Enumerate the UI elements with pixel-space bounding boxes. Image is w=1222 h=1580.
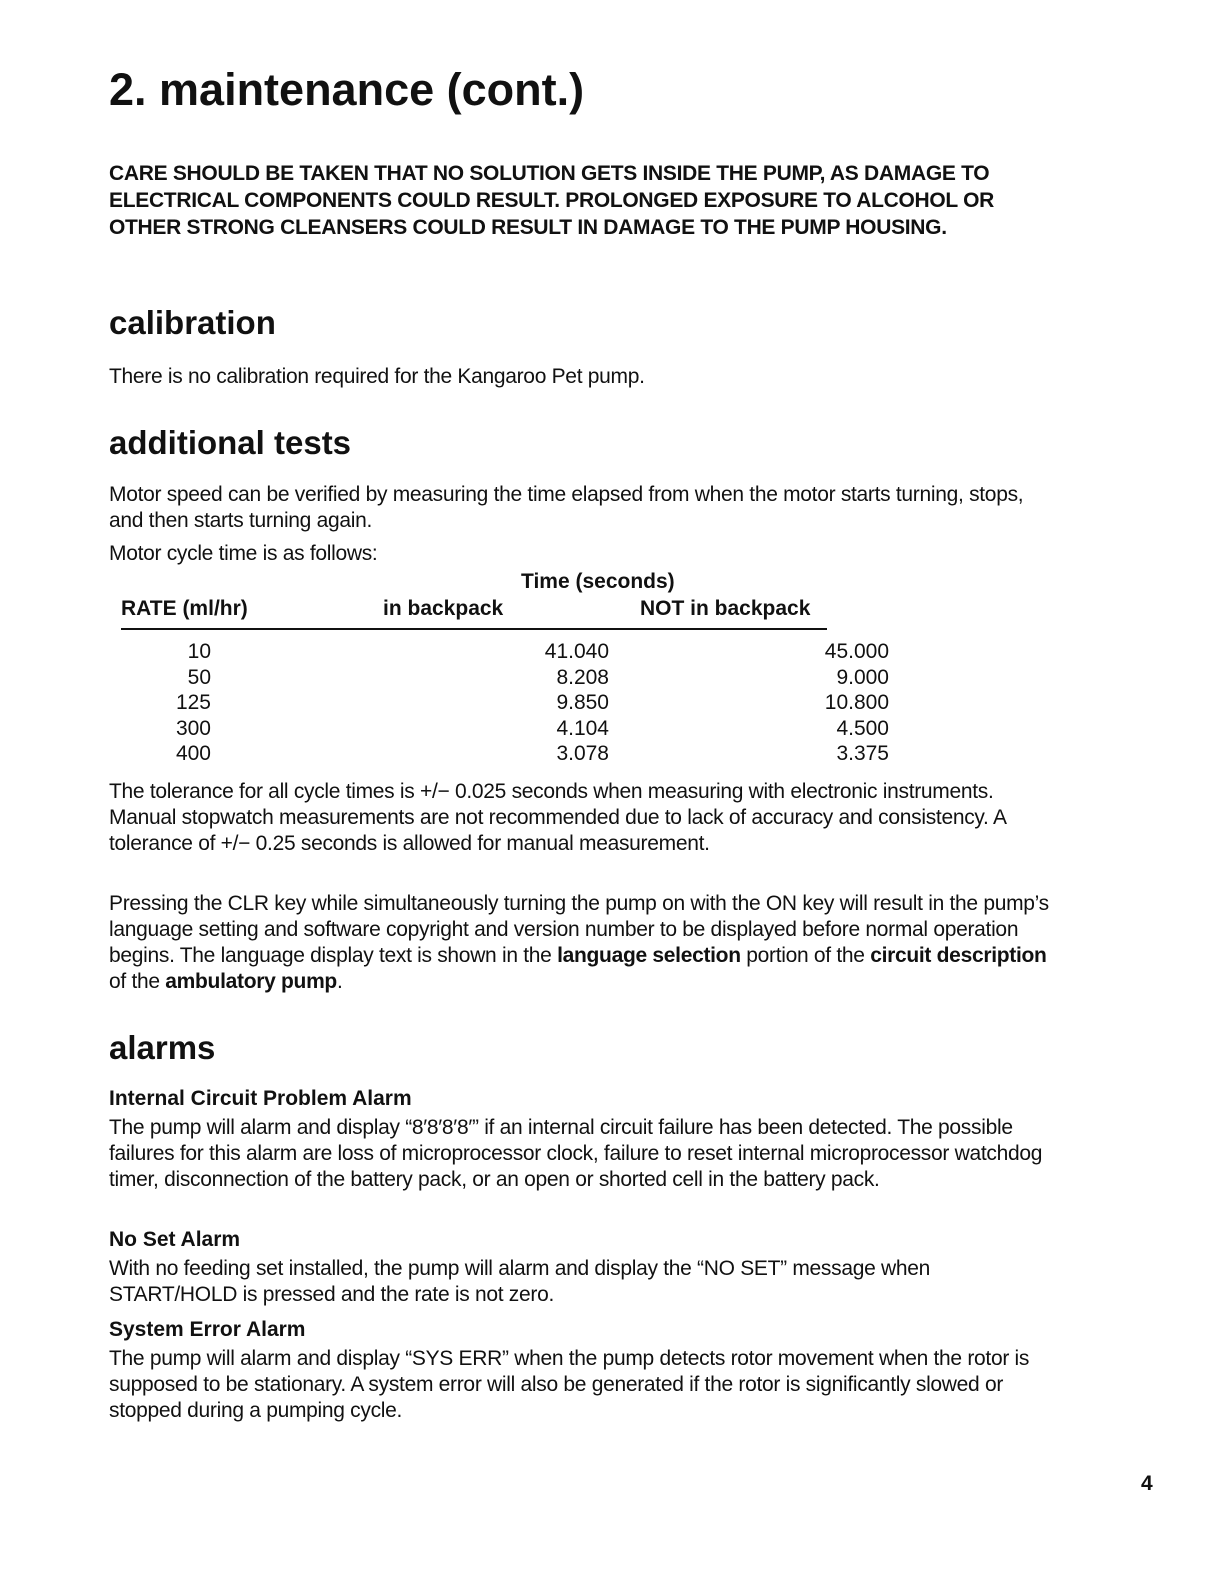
table-body (121, 640, 889, 768)
alarms-heading: alarms (109, 1029, 216, 1066)
column-header-rate: RATE (ml/hr) (121, 597, 248, 620)
page-number: 4 (1141, 1472, 1153, 1495)
table-rule (121, 628, 827, 630)
additional-tests-intro: Motor speed can be verified by measuring the time elapsed from when the motor starts turning, stops, and then starts turning again. (109, 483, 1024, 532)
table-cell: 9.850 (556, 691, 609, 714)
table-cell: 3.375 (836, 742, 889, 765)
table-cell: 8.208 (556, 665, 609, 689)
page-heading: 2. maintenance (cont.) (109, 64, 585, 115)
clr-bold-part: language selection (557, 944, 741, 967)
alarm-title: No Set Alarm (109, 1228, 241, 1251)
table-row (121, 640, 889, 666)
table-cell: 45.000 (824, 640, 889, 663)
column-header-in-backpack: in backpack (383, 597, 504, 620)
table-cell: 3.078 (556, 742, 609, 765)
additional-tests-heading: additional tests (109, 424, 352, 461)
alarm-text: With no feeding set installed, the pump will alarm and display the “NO SET” message when START/HOLD is pressed and the rate is not zero. (109, 1257, 931, 1306)
clr-text-part: . (336, 970, 343, 993)
table-cell: 41.040 (544, 640, 609, 663)
table-cell: 4.104 (556, 716, 609, 740)
tolerance-text: The tolerance for all cycle times is +/− 0.025 seconds when measuring with electronic instruments. Manual stopwatch measurements are not recommended due to lack of accuracy and consistency. A tolerance of +/− 0.25 seconds is allowed for manual measurement. (109, 780, 1006, 855)
alarm-title: System Error Alarm (109, 1318, 306, 1341)
table-row (121, 665, 889, 692)
calibration-text: There is no calibration required for the Kangaroo Pet pump. (109, 365, 645, 388)
table-row (121, 742, 889, 768)
table-cell: 400 (175, 742, 211, 765)
table-cell: 10.800 (824, 691, 889, 714)
alarm-text: The pump will alarm and display “8′8′8′8′” if an internal circuit failure has been detected. The possible failures for this alarm are loss of microprocessor clock, failure to reset internal microprocessor watchdog timer, disconnection of the battery pack, or an open or shorted cell in the battery pack. (109, 1116, 1043, 1191)
table-row (121, 691, 889, 717)
table-cell: 300 (175, 716, 211, 740)
clr-key-text (109, 891, 1059, 995)
table-cell: 125 (175, 691, 211, 714)
clr-bold-part: ambulatory pump (165, 970, 337, 993)
clr-text-part: of the (109, 970, 166, 993)
table-group-header: Time (seconds) (521, 570, 675, 593)
column-header-not-in-backpack: NOT in backpack (640, 597, 811, 620)
additional-tests-intro-2: Motor cycle time is as follows: (109, 542, 378, 565)
clr-text-part: Pressing the CLR key while simultaneously turning the pump on with the ON key will result in the pump’s language setting and software copyright and version number to be displayed before normal operation begins. The language display text is shown in the (109, 892, 1049, 967)
table-row (121, 716, 889, 743)
clr-bold-part: circuit description (870, 944, 1047, 967)
alarm-title: Internal Circuit Problem Alarm (109, 1087, 412, 1110)
table-cell: 4.500 (836, 716, 889, 740)
table-cell: 50 (187, 665, 211, 689)
table-cell: 9.000 (836, 665, 889, 689)
warning-notice: CARE SHOULD BE TAKEN THAT NO SOLUTION GETS INSIDE THE PUMP, AS DAMAGE TO ELECTRICAL COMPONENTS COULD RESULT. PROLONGED EXPOSURE TO ALCOHOL OR OTHER STRONG CLEANSERS COULD RESULT IN DAMAGE TO THE PUMP HOUSING. (109, 162, 994, 239)
alarm-text: The pump will alarm and display “SYS ERR” when the pump detects rotor movement when the rotor is supposed to be stationary. A system error will also be generated if the rotor is significantly slowed or stopped during a pumping cycle. (109, 1347, 1030, 1422)
calibration-heading: calibration (109, 304, 276, 341)
clr-text-part: portion of the (740, 944, 871, 967)
table-cell: 10 (187, 640, 211, 663)
